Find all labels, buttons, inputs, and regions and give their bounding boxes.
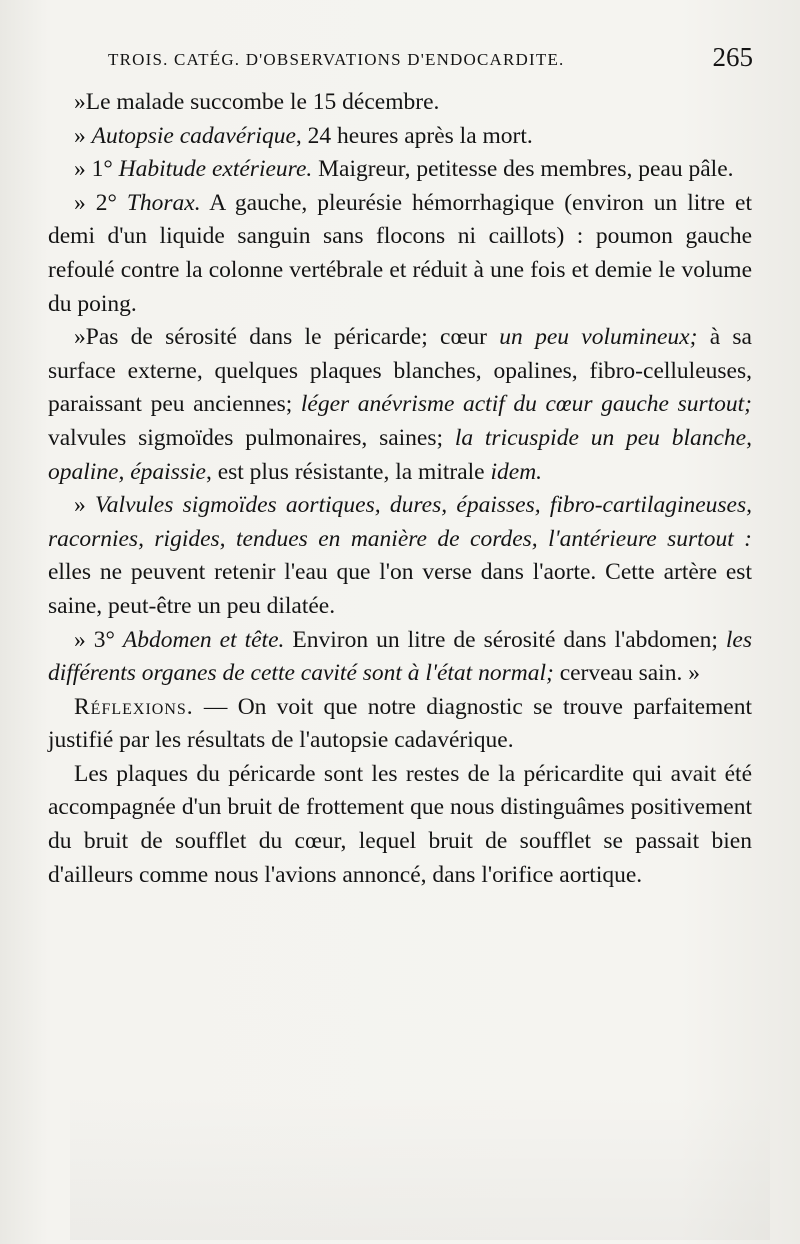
italic-text: Autopsie cadavérique [91,122,296,149]
paragraph [48,86,752,120]
text-segment: » 3° [74,626,123,653]
text-segment: » [74,122,92,149]
text-segment: elles ne peuvent retenir l'eau que l'on verse dans l'aorte. Cette artère est saine, peut-être un peu dilatée. [48,559,752,619]
text-segment: — On voit que notre diagnostic se trouve parfaitement justifié par les résultats de l'autopsie cadavérique. [48,693,752,754]
small-caps-heading: Réflexions. [74,693,194,720]
page-header [108,44,753,78]
paragraph [48,489,752,623]
text-segment: » [74,492,96,519]
italic-text: Abdomen et tête. [122,626,285,653]
italic-text: les différents organes de cette cavité sont à l'état normal; [48,626,752,687]
italic-text: idem. [490,458,543,485]
paragraph [48,321,752,489]
page-number: 265 [712,42,753,72]
paragraph [48,187,752,321]
italic-text: Habitude extérieure. [118,156,313,183]
text-segment: »Le malade succombe le 15 décembre. [74,89,440,115]
running-head: TROIS. CATÉG. D'OBSERVATIONS D'ENDOCARDITE. [108,50,565,69]
body-text [48,86,752,892]
text-segment: »Pas de sérosité dans le péricarde; cœur [74,324,500,351]
paragraph [48,120,752,154]
text-segment: » 1° [74,156,119,183]
text-segment: valvules sigmoïdes pulmonaires, saines; [48,424,455,451]
text-segment: Maigreur, petitesse des membres, peau pâle. [312,156,734,183]
paragraph [48,691,752,758]
text-segment: A gauche, pleurésie hémorrhagique (environ un litre et demi d'un liquide sanguin sans flocons ni caillots) : poumon gauche refoulé contre la colonne vertébrale et réduit à une fois et demie le volume du poing. [48,189,752,317]
paragraph [48,153,752,187]
text-segment: Les plaques du péricarde sont les restes de la péricardite qui avait été accompagnée d'un bruit de frottement que nous distinguâmes positivement du bruit de soufflet du cœur, lequel bruit de soufflet se passait bien d'ailleurs comme nous l'avions annoncé, dans l'orifice aortique. [48,760,752,888]
paragraph [48,624,752,691]
italic-text: Valvules sigmoïdes aortiques, dures, épaisses, fibro-cartilagineuses, racornies, rigides, tendues en manière de cordes, l'antérieure surtout : [48,492,752,552]
paragraph [48,758,752,892]
text-segment: Environ un litre de sérosité dans l'abdomen; [284,626,726,653]
italic-text: léger anévrisme actif du cœur gauche surtout; [300,391,752,418]
text-segment: cerveau sain. » [553,660,700,687]
text-segment: » 2° [74,189,127,216]
text-segment: à sa surface externe, quelques plaques blanches, opalines, fibro-celluleuses, paraissant peu anciennes; [48,324,752,418]
italic-text: Thorax. [126,189,201,216]
text-segment: , est plus résistante, la mitrale [205,458,491,485]
italic-text: la tricuspide un peu blanche, opaline, épaissie [48,424,752,485]
italic-text: un peu volumineux; [499,324,698,351]
page-shading [70,1090,770,1240]
text-segment: , 24 heures après la mort. [295,122,533,149]
